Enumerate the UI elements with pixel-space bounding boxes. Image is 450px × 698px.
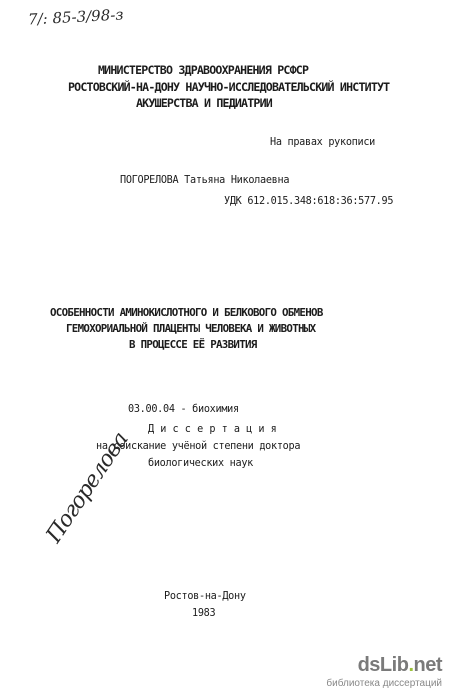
thesis-title-line1: ОСОБЕННОСТИ АМИНОКИСЛОТНОГО И БЕЛКОВОГО ОБМЕНОВ (50, 306, 323, 319)
watermark-subtitle: библиотека диссертаций (326, 678, 442, 689)
watermark-logo-text: dsLib.net (357, 654, 442, 676)
document-type: Д и с с е р т а ц и я (148, 424, 277, 435)
degree-line2: биологических наук (148, 458, 254, 469)
watermark (302, 654, 442, 692)
year: 1983 (192, 608, 216, 619)
udc-code: УДК 612.015.348:618:36:577.95 (224, 196, 394, 207)
thesis-title-line3: В ПРОЦЕССЕ ЕЁ РАЗВИТИЯ (129, 338, 257, 351)
author-name: ПОГОРЕЛОВА Татьяна Николаевна (120, 175, 290, 186)
institute-heading-line2: АКУШЕРСТВА И ПЕДИАТРИИ (136, 96, 272, 110)
ministry-heading: МИНИСТЕРСТВО ЗДРАВООХРАНЕНИЯ РСФСР (98, 63, 309, 77)
archive-handwritten-note: 7/: 85-3/98-з (27, 5, 124, 29)
manuscript-rights-note: На правах рукописи (270, 137, 376, 148)
institute-heading-line1: РОСТОВСКИЙ-НА-ДОНУ НАУЧНО-ИССЛЕДОВАТЕЛЬСКИЙ ИНСТИТУТ (68, 80, 390, 94)
degree-line1: на соискание учёной степени доктора (96, 441, 301, 452)
handwritten-signature: Погорелова (41, 428, 134, 548)
specialty-code: 03.00.04 - биохимия (128, 404, 239, 415)
watermark-logo (358, 654, 442, 677)
thesis-title-line2: ГЕМОХОРИАЛЬНОЙ ПЛАЦЕНТЫ ЧЕЛОВЕКА И ЖИВОТНЫХ (66, 322, 316, 335)
watermark-logo-dot: . (408, 654, 414, 676)
city: Ростов-на-Дону (164, 591, 246, 602)
